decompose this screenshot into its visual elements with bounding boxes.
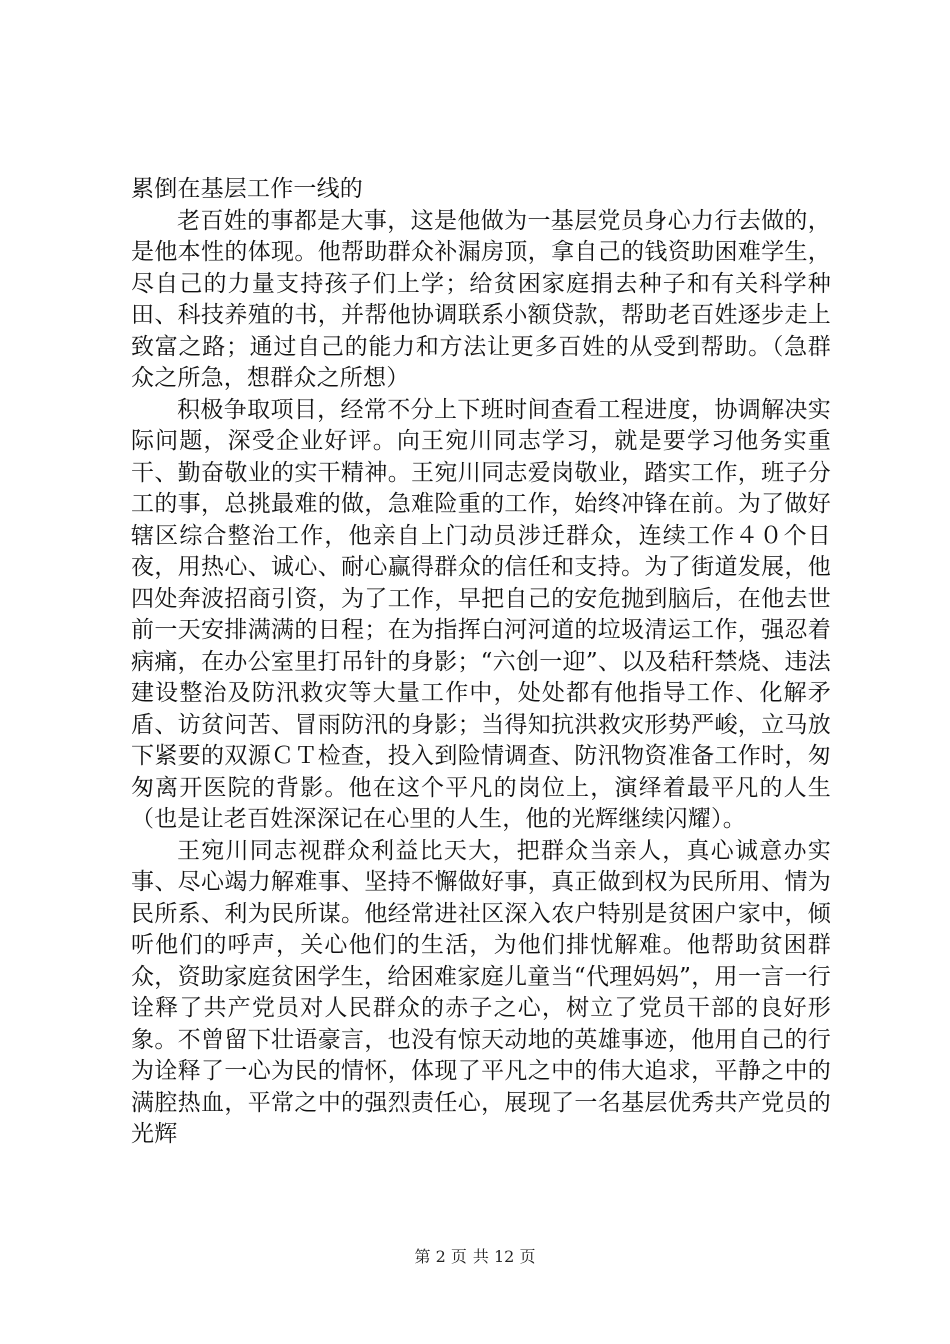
page-footer bbox=[0, 1244, 950, 1267]
paragraph-continuation: 累倒在基层工作一线的 bbox=[131, 176, 363, 202]
page-total: 共 12 页 bbox=[472, 1247, 536, 1266]
page-number: 第 2 页 bbox=[414, 1247, 467, 1266]
document-body bbox=[131, 174, 831, 1151]
paragraph-dedication: 积极争取项目，经常不分上下班时间查看工程进度，协调解决实际问题，深受企业好评。向王宛川同志学习，就是要学习他务实重干、勤奋敬业的实干精神。王宛川同志爱岗敬业，踏实工作，班子分工的事，总挑最难的做，急难险重的工作，始终冲锋在前。为了做好辖区综合整治工作，他亲自上门动员涉迁群众，连续工作４０个日夜，用热心、诚心、耐心赢得群众的信任和支持。为了街道发展，他四处奔波招商引资，为了工作，早把自己的安危抛到脑后，在他去世前一天安排满满的日程；在为指挥白河河道的垃圾清运工作，强忍着病痛，在办公室里打吊针的身影；“六创一迎”、以及秸秆禁烧、违法建设整治及防汛救灾等大量工作中，处处都有他指导工作、化解矛盾、访贫问苦、冒雨防汛的身影；当得知抗洪救灾形势严峻，立马放下紧要的双源ＣＴ检查，投入到险情调查、防汛物资准备工作时，匆匆离开医院的背影。他在这个平凡的岗位上，演绎着最平凡的人生（也是让老百姓深深记在心里的人生，他的光辉继续闪耀）。 bbox=[131, 396, 831, 832]
paragraph-serving-people: 老百姓的事都是大事，这是他做为一基层党员身心力行去做的，是他本性的体现。他帮助群众补漏房顶，拿自己的钱资助困难学生，尽自己的力量支持孩子们上学；给贫困家庭捐去种子和有关科学种田、科技养殖的书，并帮他协调联系小额贷款，帮助老百姓逐步走上致富之路；通过自己的能力和方法让更多百姓的从受到帮助。（急群众之所急，想群众之所想） bbox=[131, 207, 831, 391]
paragraph-people-first: 王宛川同志视群众利益比天大，把群众当亲人，真心诚意办实事、尽心竭力解难事、坚持不懈做好事，真正做到权为民所用、情为民所系、利为民所谋。他经常进社区深入农户特别是贫困户家中，倾听他们的呼声，关心他们的生活，为他们排忧解难。他帮助贫困群众，资助家庭贫困学生，给困难家庭儿童当“代理妈妈”，用一言一行诠释了共产党员对人民群众的赤子之心，树立了党员干部的良好形象。不曾留下壮语豪言，也没有惊天动地的英雄事迹，他用自己的行为诠释了一心为民的情怀，体现了平凡之中的伟大追求，平静之中的满腔热血，平常之中的强烈责任心，展现了一名基层优秀共产党员的光辉 bbox=[131, 837, 831, 1147]
